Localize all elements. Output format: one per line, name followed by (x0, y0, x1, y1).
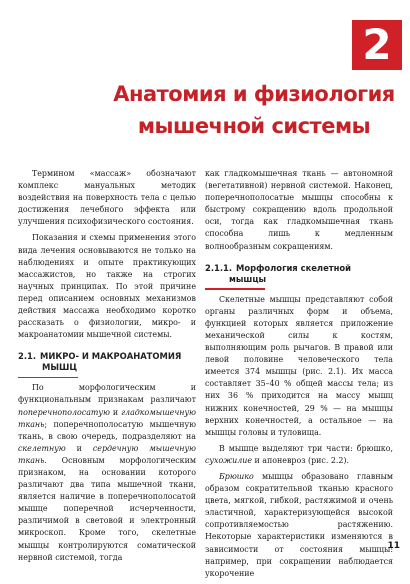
chapter-number-badge: 2 (352, 20, 402, 70)
paragraph: В мышце выделяют три части: брюшко, сухожилие и апоневроз (рис. 2.2). (205, 443, 393, 465)
section-title-part-b: МЫШЦ (42, 362, 78, 373)
page-number: 11 (387, 541, 400, 551)
paragraph: Термином «массаж» обозначают комплекс мануальных методик воздействия на поверхность тела с целью достижения лечебного эффекта или улучшения психофизического состояния. (18, 169, 196, 227)
left-column (18, 168, 196, 568)
chapter-title-line-1: Анатомия и физиология (113, 82, 395, 106)
section-title-part-a: МИКРО- И МАКРОАНАТОМИЯ (40, 351, 182, 362)
section-number: 2.1.1. (205, 262, 233, 273)
section-title: Морфология скелетной (236, 262, 352, 273)
paragraph: По морфологическим и функциональным признакам различают поперечнополосатую и гладкомышечную ткань; поперечнополосатую мышечную ткань, в свою очередь, подразделяют на скелетную и сердечную мышечную ткань. Основным морфологическим признаком, на основании которого различают два типа мышечной ткани, является наличие в поперечнополосатой мышце поперечной исчерченности, различимой в световой и электронный микроскоп. Кроме того, скелетные мышцы контролируются соматической нервной системой, тогда (18, 383, 196, 562)
chapter-title-line-2: мышечной системы (137, 114, 371, 138)
paragraph: Скелетные мышцы представляют собой органы различных форм и объема, функцией которых является приложение механической силы к костям, выполняющим роль рычагов. В правой или левой половине человеческого тела имеется 374 мышцы (рис. 2.1). Их масса составляет 35–40 % общей массы тела; из них 36 % приходится на массу мышц нижних конечностей, 29 % — на мышцы верхних конечностей, а остальное — на мышцы головы и туловища. (205, 294, 393, 437)
section-title-part-b: мышцы (229, 273, 267, 284)
section-number: 2.1. (18, 351, 37, 362)
paragraph: Брюшко мышцы образовано главным образом сократительной тканью красного цвета, мягкой, гибкой, растяжимой и очень эластичной, характеризующейся высокой сопротивляемостью растяжению. Некоторые характеристики изменяются в зависимости от состояния мышцы: например, при сокращении наблюдается укорочение (205, 471, 393, 578)
section-heading-2-1 (18, 351, 196, 376)
chapter-title (104, 78, 404, 142)
paragraph: Показания и схемы применения этого вида лечения основываются не только на наблюдениях и опыте практикующих массажистов, но также на строгих научных принципах. По этой причине перед описанием основных механизмов действия массажа необходимо коротко рассказать о физиологии, микро- и макроанатомии мышечной системы. (18, 233, 196, 340)
right-column (205, 168, 393, 584)
section-heading-2-1-1 (205, 263, 393, 288)
paragraph: как гладкомышечная ткань — автономной (вегетативной) нервной системой. Наконец, поперечнополосатые мышцы способны к быстрому сокращению вдоль продольной оси, тогда как гладкомышечная ткань способна лишь к медленным волнообразным сокращениям. (205, 169, 393, 251)
